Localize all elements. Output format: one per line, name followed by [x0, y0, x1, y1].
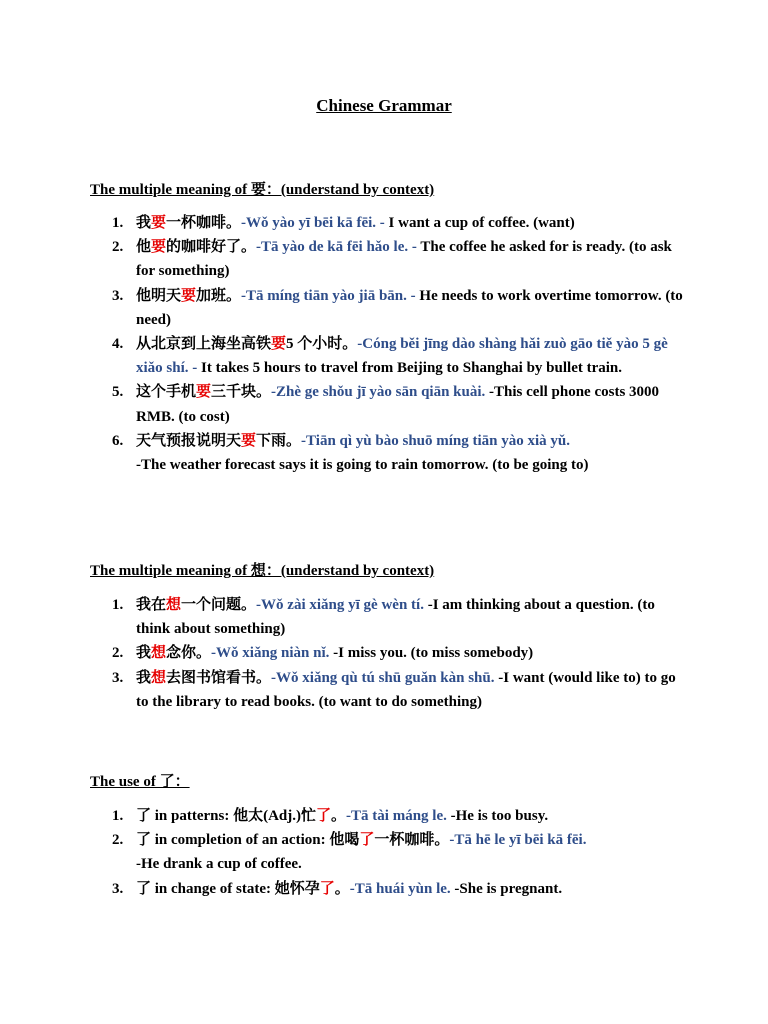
list-item: 3. 他明天要加班。-Tā míng tiān yào jiā bān. - He needs to work overtime tomorrow. (to need): [112, 287, 683, 328]
highlight-char: 要: [196, 384, 212, 401]
highlight-char: 要: [151, 239, 167, 256]
pinyin: -Wǒ xiǎng qù tú shū guǎn kàn shū.: [271, 669, 495, 686]
highlight-char: 了: [359, 832, 375, 849]
pinyin: -Wǒ xiǎng niàn nǐ.: [211, 645, 330, 662]
pinyin: -Tiān qì yù bào shuō míng tiān yào xià yǔ.: [301, 432, 571, 449]
section-heading-xiang: The multiple meaning of 想：(understand by context): [90, 563, 435, 579]
pinyin: -Wǒ zài xiǎng yī gè wèn tí.: [256, 597, 424, 613]
list-yao: [90, 211, 690, 477]
list-item: 4. 从北京到上海坐高铁要5 个小时。-Cóng běi jīng dào shàng hǎi zuò gāo tiě yào 5 gè xiǎo shí. - It takes 5 hours to travel from Beijing to Shanghai by bullet train.: [112, 336, 668, 377]
list-item: 1. 了 in patterns: 他太(Adj.)忙了。-Tā tài máng le. -He is too busy.: [112, 808, 549, 824]
list-xiang: [90, 593, 690, 714]
english: -The weather forecast says it is going to rain tomorrow. (to be going to): [136, 457, 589, 474]
highlight-char: 了: [316, 808, 332, 824]
list-item: 3. 我想去图书馆看书。-Wǒ xiǎng qù tú shū guǎn kàn shū. -I want (would like to) to go to the library to read books. (to want to do something): [112, 669, 676, 710]
english: He needs to work overtime tomorrow. (to need): [136, 287, 683, 328]
pinyin: -Tā tài máng le.: [346, 808, 447, 824]
list-item: 2. 他要的咖啡好了。-Tā yào de kā fēi hǎo le. - The coffee he asked for is ready. (to ask for something): [112, 239, 672, 280]
pinyin: -Tā míng tiān yào jiā bān. -: [241, 287, 416, 304]
section-heading-le: The use of 了：: [90, 774, 190, 790]
english: -I miss you. (to miss somebody): [329, 645, 534, 662]
pinyin: -Tā huái yùn le.: [349, 880, 451, 897]
english: -He is too busy.: [446, 808, 549, 824]
page-title: Chinese Grammar: [316, 96, 452, 115]
english: -This cell phone costs 3000 RMB. (to cost): [136, 384, 660, 425]
english: -I want (would like to) to go to the library to read books. (to want to do something): [136, 669, 676, 710]
highlight-char: 要: [181, 287, 197, 304]
highlight-char: 想: [166, 597, 182, 613]
pinyin: -Zhè ge shǒu jī yào sān qiān kuài.: [271, 384, 486, 401]
pinyin: -Tā hē le yī bēi kā fēi.: [449, 832, 587, 849]
english: -I am thinking about a question. (to think about something): [136, 597, 655, 638]
highlight-char: 了: [319, 880, 335, 897]
highlight-char: 要: [151, 215, 167, 231]
highlight-char: 要: [271, 336, 287, 353]
english: -He drank a cup of coffee.: [136, 856, 302, 873]
english: I want a cup of coffee. (want): [384, 215, 575, 231]
highlight-char: 想: [151, 645, 167, 662]
list-item: 1. 我在想一个问题。-Wǒ zài xiǎng yī gè wèn tí. -I am thinking about a question. (to think about something): [112, 597, 655, 638]
highlight-char: 要: [241, 432, 257, 449]
list-item: 2. 了 in completion of an action: 他喝了一杯咖啡。-Tā hē le yī bēi kā fēi. -He drank a cup of coffee.: [112, 832, 587, 873]
english: -She is pregnant.: [450, 880, 563, 897]
english: It takes 5 hours to travel from Beijing to Shanghai by bullet train.: [197, 360, 623, 377]
list-item: 6. 天气预报说明天要下雨。-Tiān qì yù bào shuō míng tiān yào xià yǔ. -The weather forecast says it is going to rain tomorrow. (to be going to): [112, 432, 589, 474]
highlight-char: 想: [151, 669, 167, 686]
pinyin: -Wǒ yào yī bēi kā fēi. -: [241, 215, 385, 231]
list-item: 5. 这个手机要三千块。-Zhè ge shǒu jī yào sān qiān kuài. -This cell phone costs 3000 RMB. (to cost): [112, 384, 660, 425]
english: The coffee he asked for is ready. (to ask for something): [136, 239, 672, 280]
pinyin: -Cóng běi jīng dào shàng hǎi zuò gāo tiě yào 5 gè xiǎo shí. -: [136, 336, 668, 377]
list-item: 3. 了 in change of state: 她怀孕了。-Tā huái yùn le. -She is pregnant.: [112, 880, 563, 897]
list-item: 1. 我要一杯咖啡。-Wǒ yào yī bēi kā fēi. - I want a cup of coffee. (want): [112, 215, 575, 231]
section-heading-yao: The multiple meaning of 要：(understand by context): [90, 182, 435, 198]
pinyin: -Tā yào de kā fēi hǎo le. -: [256, 239, 417, 256]
list-item: 2. 我想念你。-Wǒ xiǎng niàn nǐ. -I miss you. (to miss somebody): [112, 645, 534, 662]
list-le: [90, 804, 690, 901]
